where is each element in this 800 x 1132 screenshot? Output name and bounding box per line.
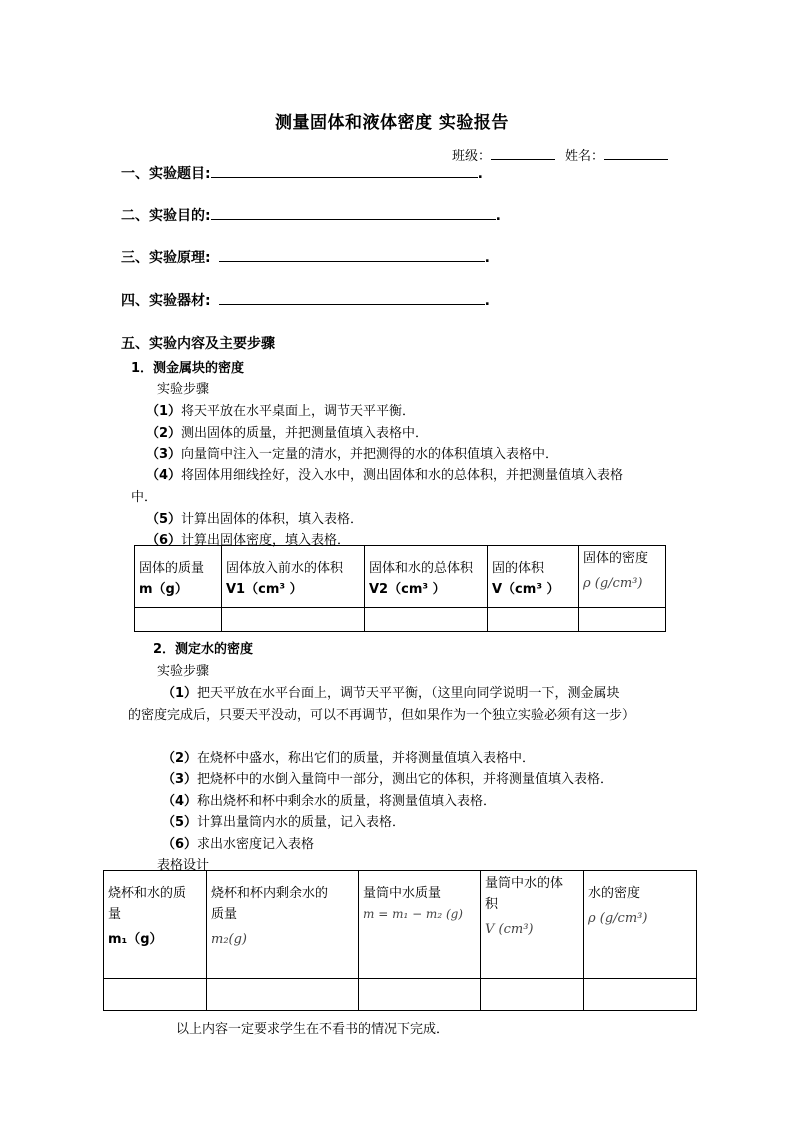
solid-density-table — [134, 545, 666, 632]
step-text: 在烧杯中盛水，称出它们的质量，并将测量值填入表格中． — [197, 751, 536, 766]
header-formula: m₁（g） — [108, 932, 163, 947]
header-label: 固体和水的总体积 — [369, 561, 474, 576]
table-design-label: 表格设计 — [157, 858, 210, 873]
header-cell — [365, 546, 488, 608]
header-label: 积 — [485, 897, 499, 912]
part2-steps-label: 实验步骤 — [157, 664, 210, 679]
section-equipment — [121, 290, 490, 310]
part1-step-5 — [146, 508, 363, 527]
step-text: 把烧杯中的水倒入量筒中一部分，测出它的体积，并将测量值填入表格． — [197, 772, 614, 787]
part2-step-1 — [162, 682, 620, 701]
step-number: （1） — [162, 686, 198, 701]
header-formula: m₂(g) — [211, 932, 248, 947]
purpose-period: . — [495, 208, 501, 224]
part2-step-3 — [162, 768, 613, 787]
section-equipment-label: 四、实验器材: — [121, 293, 211, 309]
step-number: （2） — [162, 751, 198, 766]
header-cell — [579, 546, 666, 608]
part2-step-1-continued: 的密度完成后，只要天平没动，可以不再调节，但如果作为一个独立实验必须有这一步） — [128, 708, 636, 723]
class-blank[interactable] — [491, 145, 555, 160]
step-number: （5） — [162, 815, 198, 830]
part2-step-4 — [162, 790, 496, 809]
step-text: 把天平放在水平台面上，调节天平平衡，（这里向同学说明一下，测金属块 — [197, 686, 620, 701]
data-cell[interactable] — [579, 608, 666, 632]
header-cell — [135, 546, 222, 608]
header-unit: V1（cm³ ） — [226, 582, 303, 597]
header-formula: ρ (g/cm³) — [588, 911, 648, 926]
step-number: （6） — [146, 533, 182, 548]
step-number: （6） — [162, 837, 198, 852]
header-label: 量 — [108, 907, 122, 922]
data-cell[interactable] — [488, 608, 579, 632]
principle-period: . — [484, 250, 490, 266]
header-formula: V (cm³) — [485, 922, 534, 937]
section-purpose-label: 二、实验目的: — [121, 208, 211, 224]
part1-step-4 — [146, 464, 623, 483]
water-density-table — [103, 870, 697, 1011]
step-number: （3） — [146, 447, 182, 462]
header-label: 固体的密度 — [583, 551, 649, 566]
header-label: 烧杯和水的质 — [108, 886, 187, 901]
header-formula: m = m₁ − m₂ (g) — [363, 907, 463, 921]
header-label: 固体的质量 — [139, 561, 205, 576]
part1-steps-label: 实验步骤 — [157, 382, 210, 397]
header-label: 烧杯和杯内剩余水的 — [211, 886, 329, 901]
header-cell — [584, 871, 697, 979]
step-number: （4） — [162, 794, 198, 809]
topic-blank[interactable] — [211, 163, 478, 178]
equipment-period: . — [484, 293, 490, 309]
data-cell[interactable] — [584, 979, 697, 1011]
data-cell[interactable] — [104, 979, 207, 1011]
section-procedure: 五、实验内容及主要步骤 — [121, 336, 275, 352]
section-purpose — [121, 205, 501, 225]
equipment-blank[interactable] — [219, 290, 485, 305]
data-cell[interactable] — [222, 608, 365, 632]
section-principle — [121, 247, 490, 267]
part2-step-2 — [162, 747, 535, 766]
part1-step-2 — [146, 422, 428, 441]
part1-step-4-continued: 中． — [131, 490, 158, 505]
step-number: （3） — [162, 772, 198, 787]
step-text: 称出烧杯和杯中剩余水的质量，将测量值填入表格． — [197, 794, 497, 809]
header-formula: ρ (g/cm³) — [583, 576, 643, 591]
section-topic — [121, 163, 483, 183]
step-text: 求出水密度记入表格 — [197, 837, 315, 852]
class-field — [452, 145, 555, 164]
purpose-blank[interactable] — [211, 205, 496, 220]
principle-blank[interactable] — [219, 247, 485, 262]
header-unit: V2（cm³ ） — [369, 582, 446, 597]
section-principle-label: 三、实验原理: — [121, 250, 211, 266]
header-unit: V（cm³ ） — [492, 582, 560, 597]
header-cell — [359, 871, 481, 979]
data-cell[interactable] — [207, 979, 359, 1011]
part2-step-6 — [162, 833, 314, 852]
part1-step-1 — [146, 400, 415, 419]
name-field — [565, 145, 668, 164]
step-text: 将天平放在水平桌面上，调节天平平衡． — [181, 404, 416, 419]
step-text: 计算出固体密度，填入表格． — [181, 533, 351, 548]
header-cell — [104, 871, 207, 979]
header-cell — [207, 871, 359, 979]
step-text: 将固体用细线拴好，没入水中，测出固体和水的总体积，并把测量值填入表格 — [181, 468, 624, 483]
step-number: （5） — [146, 512, 182, 527]
header-label: 质量 — [211, 907, 238, 922]
step-text: 计算出量筒内水的质量，记入表格． — [197, 815, 406, 830]
header-unit: m（g） — [139, 582, 188, 597]
part1-step-3 — [146, 443, 558, 462]
step-number: （4） — [146, 468, 182, 483]
step-number: （1） — [146, 404, 182, 419]
name-label: 姓名： — [565, 149, 605, 164]
section-topic-label: 一、实验题目: — [121, 166, 211, 182]
data-cell[interactable] — [481, 979, 584, 1011]
data-cell[interactable] — [359, 979, 481, 1011]
part2-step-5 — [162, 811, 405, 830]
data-cell[interactable] — [135, 608, 222, 632]
footer-note: 以上内容一定要求学生在不看书的情况下完成． — [176, 1022, 450, 1037]
header-label: 固的体积 — [492, 561, 545, 576]
step-text: 测出固体的质量，并把测量值填入表格中． — [181, 426, 429, 441]
step-number: （2） — [146, 426, 182, 441]
topic-period: . — [477, 166, 483, 182]
data-cell[interactable] — [365, 608, 488, 632]
header-label: 水的密度 — [588, 886, 641, 901]
step-text: 向量筒中注入一定量的清水，并把测得的水的体积值填入表格中． — [181, 447, 559, 462]
part2-heading: 2．测定水的密度 — [153, 642, 254, 657]
name-blank[interactable] — [604, 145, 668, 160]
header-label: 量筒中水质量 — [363, 886, 442, 901]
page-title: 测量固体和液体密度 实验报告 — [275, 113, 509, 133]
header-label: 量筒中水的体 — [485, 876, 564, 891]
class-label: 班级： — [452, 149, 492, 164]
header-label: 固体放入前水的体积 — [226, 561, 344, 576]
header-cell — [481, 871, 584, 979]
part1-heading: 1．测金属块的密度 — [131, 361, 245, 376]
step-text: 计算出固体的体积，填入表格． — [181, 512, 364, 527]
header-cell — [222, 546, 365, 608]
header-cell — [488, 546, 579, 608]
